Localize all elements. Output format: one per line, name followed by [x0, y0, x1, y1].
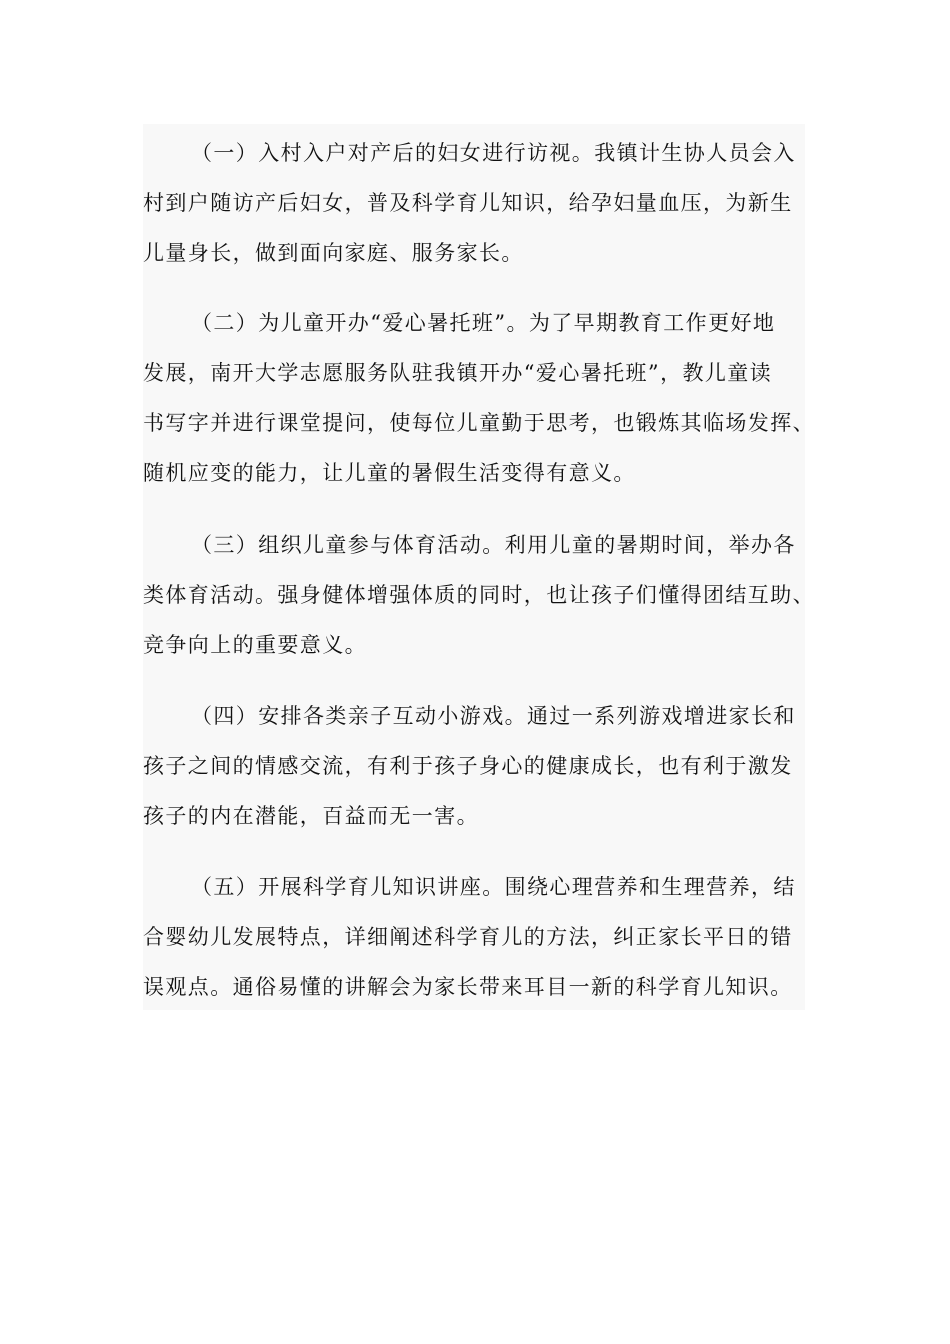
paragraph-line: 儿量身长，做到面向家庭、服务家长。	[143, 241, 524, 265]
paragraph-1	[143, 128, 796, 278]
paragraph-line: 孩子的内在潜能，百益而无一害。	[143, 804, 479, 828]
paragraph-line: 村到户随访产后妇女，普及科学育儿知识，给孕妇量血压，为新生	[143, 191, 793, 215]
paragraph-line: 孩子之间的情感交流，有利于孩子身心的健康成长，也有利于激发	[143, 754, 793, 778]
paragraph-5	[143, 862, 796, 1012]
paragraph-3	[143, 520, 815, 670]
document-body	[143, 124, 815, 1010]
paragraph-line: 误观点。通俗易懂的讲解会为家长带来耳目一新的科学育儿知识。	[143, 975, 793, 999]
paragraph-line: （五）开展科学育儿知识讲座。围绕心理营养和生理营养，结	[191, 875, 796, 899]
paragraph-line: （一）入村入户对产后的妇女进行访视。我镇计生协人员会入	[191, 141, 796, 165]
paragraph-4	[143, 691, 796, 841]
paragraph-line: 书写字并进行课堂提问，使每位儿童勤于思考，也锻炼其临场发挥、	[143, 411, 815, 435]
paragraph-line: 合婴幼儿发展特点，详细阐述科学育儿的方法，纠正家长平日的错	[143, 925, 793, 949]
paragraph-line: 随机应变的能力，让儿童的暑假生活变得有意义。	[143, 461, 636, 485]
paragraph-line: 类体育活动。强身健体增强体质的同时，也让孩子们懂得团结互助、	[143, 583, 815, 607]
paragraph-line: 竞争向上的重要意义。	[143, 633, 367, 657]
paragraph-line: （三）组织儿童参与体育活动。利用儿童的暑期时间，举办各	[191, 533, 796, 557]
paragraph-line: （四）安排各类亲子互动小游戏。通过一系列游戏增进家长和	[191, 704, 796, 728]
paragraph-2	[143, 298, 815, 498]
paragraph-line: （二）为儿童开办“爱心暑托班”。为了早期教育工作更好地	[191, 311, 776, 335]
paragraph-line: 发展，南开大学志愿服务队驻我镇开办“爱心暑托班”，教儿童读	[143, 361, 773, 385]
